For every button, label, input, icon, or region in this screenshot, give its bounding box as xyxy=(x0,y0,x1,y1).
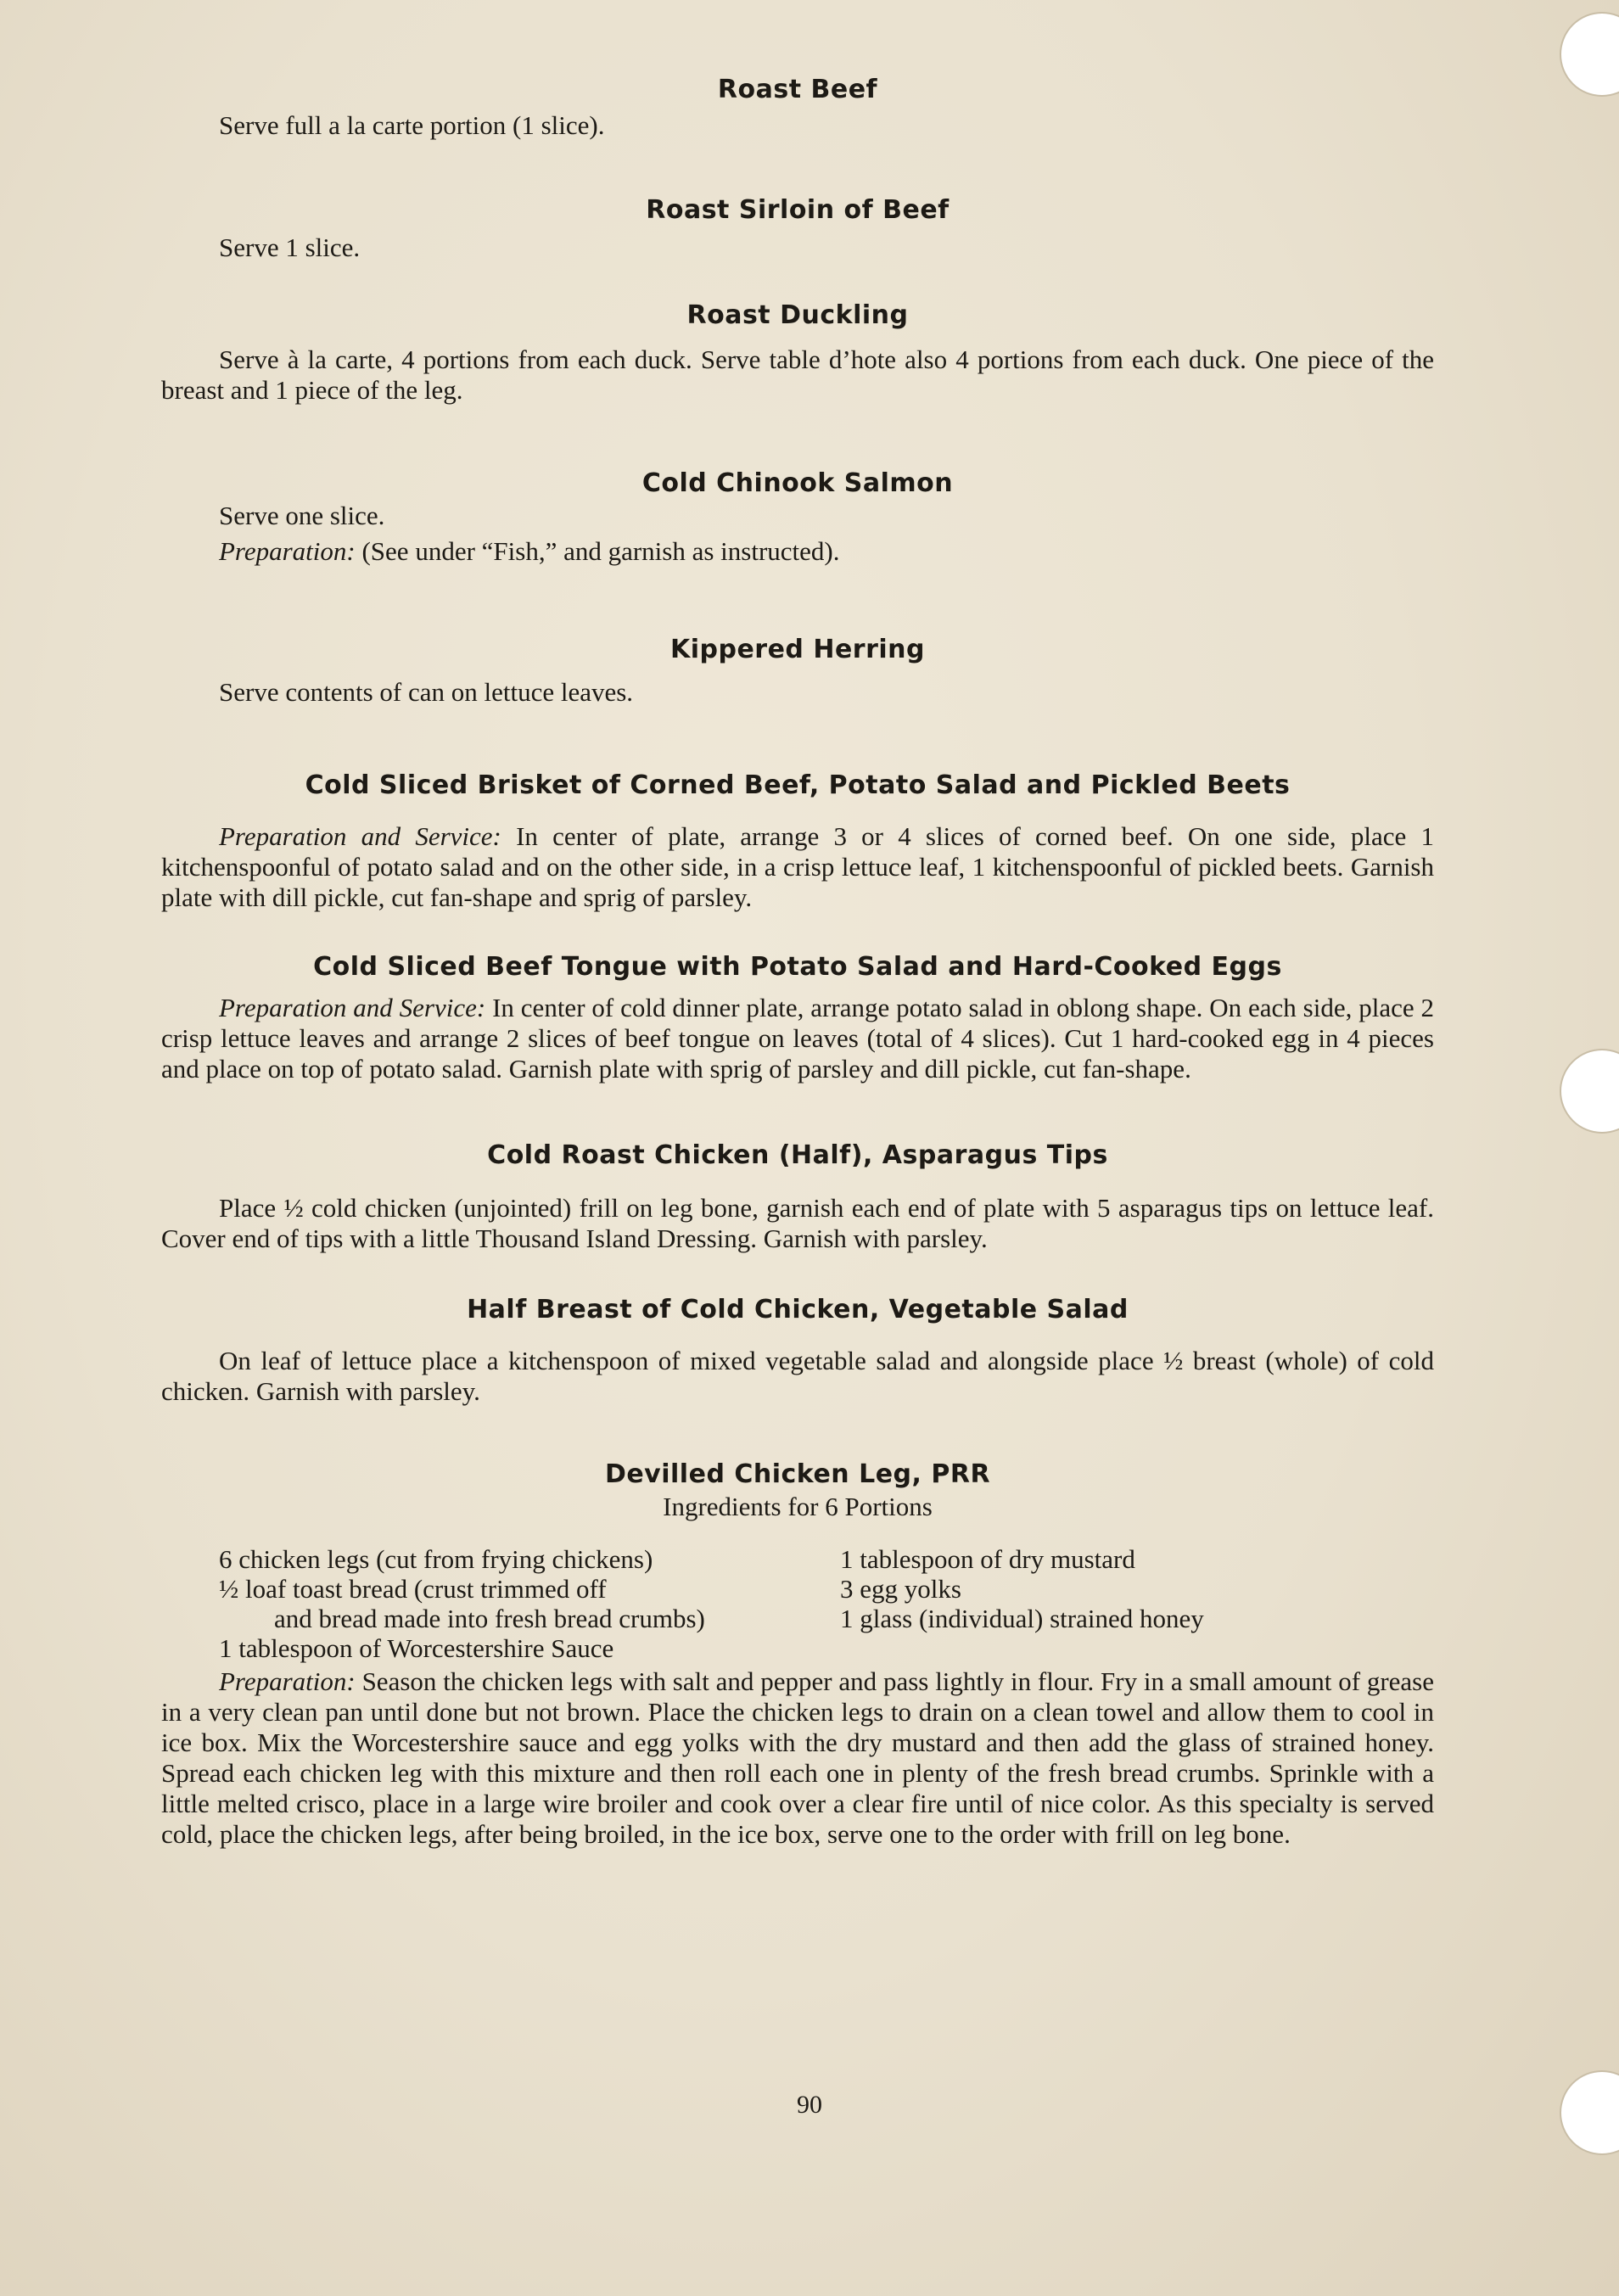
section-roast-beef xyxy=(161,73,1434,141)
ingredients-list xyxy=(161,1544,1434,1663)
section-heading: Half Breast of Cold Chicken, Vegetable Salad xyxy=(467,1295,1129,1324)
section-roast-duckling xyxy=(161,299,1434,406)
ingredient-item: ½ loaf toast bread (crust trimmed off xyxy=(219,1574,607,1604)
ingredient-item: 1 tablespoon of dry mustard xyxy=(840,1544,1135,1574)
section-cold-roast-chicken xyxy=(161,1139,1434,1254)
ingredients-left-column xyxy=(219,1544,830,1663)
section-text xyxy=(161,536,1434,567)
section-heading: Roast Duckling xyxy=(686,300,909,330)
section-devilled-chicken-leg xyxy=(161,1458,1434,1850)
section-text xyxy=(161,821,1434,913)
section-text xyxy=(161,993,1434,1084)
section-heading: Roast Beef xyxy=(717,75,878,104)
section-text: Serve full a la carte portion (1 slice). xyxy=(219,110,605,140)
preparation-text: In center of cold dinner plate, arrange potato salad in oblong shape. On each side, place 2 crisp lettuce leaves and arrange 2 slices of beef tongue on leaves (total of 4 slices). Cut 1 hard-cooked egg in 4 pieces and place on top of potato salad. Garnish plate with sprig of parsley and dill pickle, cut fan-shape. xyxy=(161,993,1435,1084)
ingredient-item: 1 glass (individual) strained honey xyxy=(840,1604,1204,1633)
section-cold-sliced-beef-tongue xyxy=(161,950,1434,1084)
section-roast-sirloin xyxy=(161,193,1434,263)
ingredient-item: 1 tablespoon of Worcestershire Sauce xyxy=(219,1633,614,1663)
preparation-label: Preparation: xyxy=(219,1666,356,1696)
preparation-text: In center of plate, arrange 3 or 4 slices of corned beef. On one side, place 1 kitchenspoonful of potato salad and on the other side, in a crisp lettuce leaf, 1 kitchenspoonful of pickled beets. Garnish plate with dill pickle, cut fan-shape and sprig of parsley. xyxy=(161,821,1434,912)
preparation-label: Preparation and Service: xyxy=(219,993,486,1022)
section-kippered-herring xyxy=(161,633,1434,708)
ingredients-right-column xyxy=(840,1544,1434,1663)
section-heading: Cold Roast Chicken (Half), Asparagus Tips xyxy=(487,1140,1108,1170)
preparation-text: (See under “Fish,” and garnish as instructed). xyxy=(361,536,840,566)
ingredient-item: and bread made into fresh bread crumbs) xyxy=(248,1604,705,1633)
section-text: Serve contents of can on lettuce leaves. xyxy=(219,677,634,707)
section-heading: Roast Sirloin of Beef xyxy=(646,195,950,225)
section-cold-sliced-brisket xyxy=(161,769,1434,913)
section-heading: Cold Sliced Brisket of Corned Beef, Potato Salad and Pickled Beets xyxy=(305,770,1291,800)
section-text: On leaf of lettuce place a kitchenspoon of mixed vegetable salad and alongside place ½ breast (whole) of cold chicken. Garnish with parsley. xyxy=(161,1346,1434,1406)
section-heading: Kippered Herring xyxy=(669,635,926,664)
section-text: Serve 1 slice. xyxy=(219,232,361,262)
section-cold-chinook-salmon xyxy=(161,467,1434,567)
ingredient-item: 3 egg yolks xyxy=(840,1574,961,1604)
binder-hole-top xyxy=(1560,12,1619,97)
section-text: Serve à la carte, 4 portions from each duck. Serve table d’hote also 4 portions from each duck. One piece of the breast and 1 piece of the leg. xyxy=(161,344,1434,405)
preparation-label: Preparation and Service: xyxy=(219,821,501,851)
recipe-content xyxy=(161,73,1434,1850)
section-heading: Cold Sliced Beef Tongue with Potato Salad and Hard-Cooked Eggs xyxy=(313,952,1282,982)
section-text: Serve one slice. xyxy=(219,501,385,530)
ingredient-item: 6 chicken legs (cut from frying chickens) xyxy=(219,1544,653,1574)
section-half-breast-cold-chicken xyxy=(161,1293,1434,1407)
binder-hole-middle xyxy=(1560,1049,1619,1134)
section-heading: Cold Chinook Salmon xyxy=(641,468,954,498)
preparation-label: Preparation: xyxy=(219,536,356,566)
section-text xyxy=(161,1666,1434,1850)
preparation-text: Season the chicken legs with salt and pepper and pass lightly in flour. Fry in a small amount of grease in a very clean pan until done but not brown. Place the chicken legs to drain on a clean towel and allow them to cool in ice box. Mix the Worcestershire sauce and egg yolks with the dry mustard and then add the glass of strained honey. Spread each chicken leg with this mixture and then roll each one in plenty of the fresh bread crumbs. Sprinkle with a little melted crisco, place in a large wire broiler and cook over a clear fire until of nice color. As this specialty is served cold, place the chicken legs, after being broiled, in the ice box, serve one to the order with frill on leg bone. xyxy=(161,1666,1434,1849)
section-text: Place ½ cold chicken (unjointed) frill on leg bone, garnish each end of plate with 5 asparagus tips on lettuce leaf. Cover end of tips with a little Thousand Island Dressing. Garnish with parsley. xyxy=(161,1193,1434,1253)
ingredients-subheading: Ingredients for 6 Portions xyxy=(663,1492,933,1521)
page-number: 90 xyxy=(797,2091,822,2119)
section-heading: Devilled Chicken Leg, PRR xyxy=(604,1459,991,1489)
